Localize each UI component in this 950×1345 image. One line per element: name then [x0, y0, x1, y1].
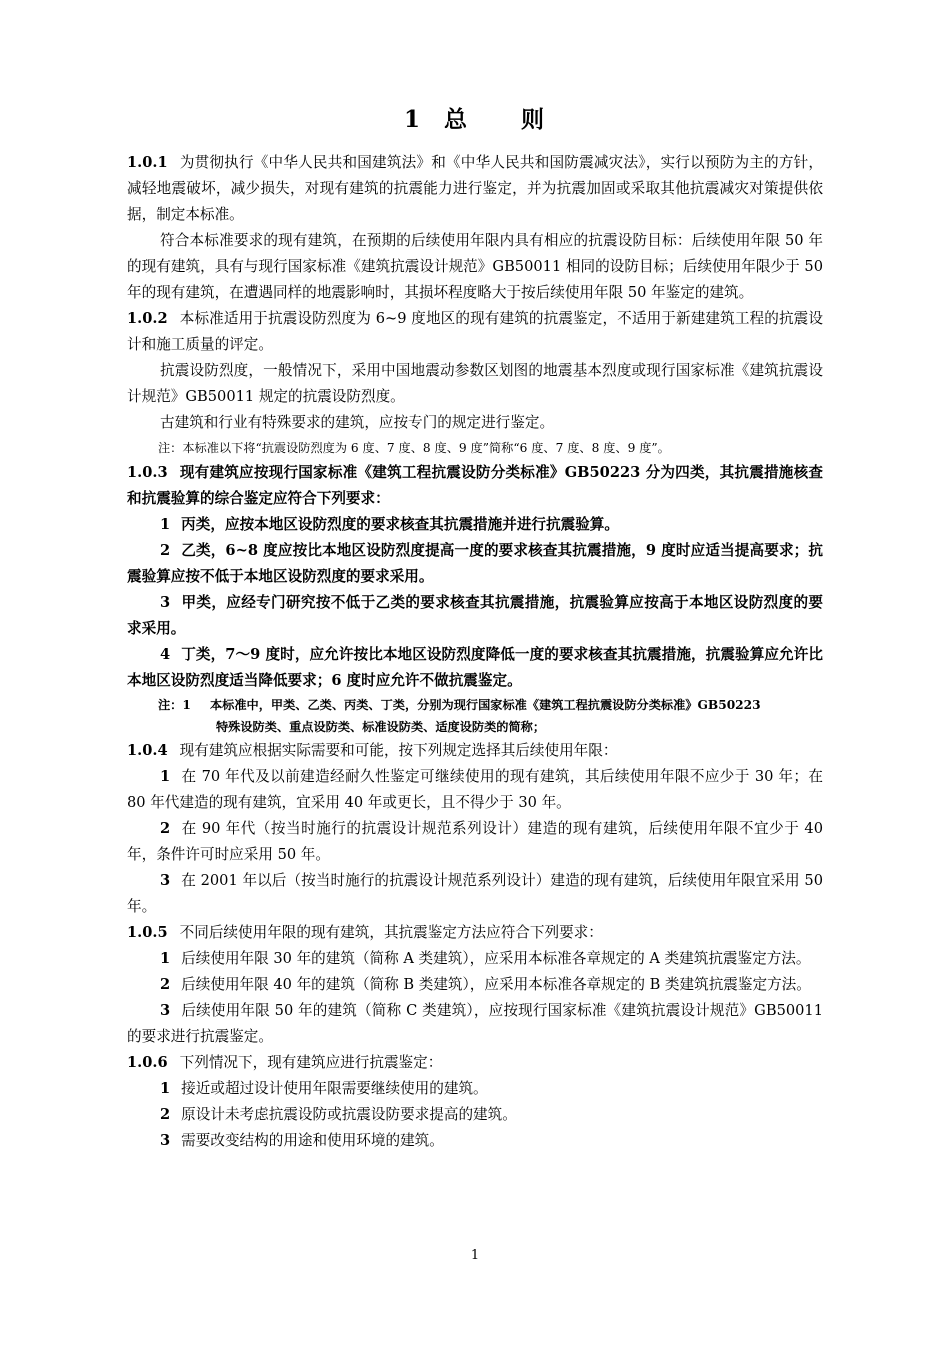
item-number: 3 [160, 1132, 171, 1149]
item-number: 4 [160, 646, 171, 663]
paragraph: 抗震设防烈度，一般情况下，采用中国地震动参数区划图的地震基本烈度或现行国家标准《建筑抗震设计规范》GB50011 规定的抗震设防烈度。 [127, 362, 823, 405]
clause-text: 为贯彻执行《中华人民共和国建筑法》和《中华人民共和国防震减灾法》，实行以预防为主的方针，减轻地震破坏，减少损失，对现有建筑的抗震能力进行鉴定，并为抗震加固或采取其他抗震减灾对策提供依据，制定本标准。 [127, 154, 823, 223]
item-number: 2 [160, 542, 171, 559]
list-item [127, 998, 823, 1050]
list-item [127, 816, 823, 868]
item-text: 丙类，应按本地区设防烈度的要求核查其抗震措施并进行抗震验算。 [181, 516, 619, 533]
clause-1-0-3 [127, 460, 823, 512]
item-number: 1 [160, 1080, 171, 1097]
item-number: 2 [160, 820, 171, 837]
item-text: 后续使用年限 50 年的建筑（简称 C 类建筑），应按现行国家标准《建筑抗震设计规范》GB50011 的要求进行抗震鉴定。 [127, 1002, 823, 1045]
item-number: 2 [160, 976, 171, 993]
paragraph: 符合本标准要求的现有建筑，在预期的后续使用年限内具有相应的抗震设防目标：后续使用年限 50 年的现有建筑，具有与现行国家标准《建筑抗震设计规范》GB50011 相同的设防目标；后续使用年限少于 50 年的现有建筑，在遭遇同样的地震影响时，其损坏程度略大于按后续使用年限 50 年鉴定的建筑。 [127, 232, 823, 301]
clause-1-0-5 [127, 920, 823, 946]
clause-text: 现有建筑应按现行国家标准《建筑工程抗震设防分类标准》GB50223 分为四类，其抗震措施核查和抗震验算的综合鉴定应符合下列要求： [127, 464, 823, 507]
chapter-title [0, 100, 950, 140]
note [127, 694, 823, 738]
clause-number: 1.0.6 [127, 1054, 168, 1071]
item-text: 在 90 年代（按当时施行的抗震设计规范系列设计）建造的现有建筑，后续使用年限不宜少于 40 年，条件许可时应采用 50 年。 [127, 820, 823, 863]
list-item [127, 1102, 823, 1128]
clause-text: 现有建筑应根据实际需要和可能，按下列规定选择其后续使用年限： [179, 742, 618, 759]
list-item [127, 1128, 823, 1154]
list-item [127, 764, 823, 816]
clause-text: 下列情况下，现有建筑应进行抗震鉴定： [179, 1054, 443, 1071]
clause-1-0-1 [127, 150, 823, 228]
item-number: 1 [160, 768, 171, 785]
item-text: 乙类，6~8 度应按比本地区设防烈度提高一度的要求核查其抗震措施，9 度时应适当提高要求；抗震验算应按不低于本地区设防烈度的要求采用。 [127, 542, 823, 585]
chapter-title-char-2: 则 [521, 106, 546, 133]
item-text: 后续使用年限 40 年的建筑（简称 B 类建筑），应采用本标准各章规定的 B 类建筑抗震鉴定方法。 [181, 976, 811, 993]
item-text: 后续使用年限 30 年的建筑（简称 A 类建筑），应采用本标准各章规定的 A 类建筑抗震鉴定方法。 [181, 950, 811, 967]
clause-text: 不同后续使用年限的现有建筑，其抗震鉴定方法应符合下列要求： [179, 924, 603, 941]
item-number: 3 [160, 872, 171, 889]
note: 注：本标准以下将“抗震设防烈度为 6 度、7 度、8 度、9 度”简称“6 度、7 度、8 度、9 度”。 [158, 441, 670, 455]
clause-number: 1.0.2 [127, 310, 168, 327]
clause-1-0-4 [127, 738, 823, 764]
clause-text: 本标准适用于抗震设防烈度为 6~9 度地区的现有建筑的抗震鉴定，不适用于新建建筑工程的抗震设计和施工质量的评定。 [127, 310, 823, 353]
list-item [127, 642, 823, 694]
item-text: 在 2001 年以后（按当时施行的抗震设计规范系列设计）建造的现有建筑，后续使用年限宜采用 50 年。 [127, 872, 823, 915]
clause-number: 1.0.4 [127, 742, 168, 759]
list-item [127, 946, 823, 972]
item-text: 甲类，应经专门研究按不低于乙类的要求核查其抗震措施，抗震验算应按高于本地区设防烈度的要求采用。 [127, 594, 823, 637]
item-number: 1 [160, 516, 171, 533]
item-number: 1 [160, 950, 171, 967]
clause-number: 1.0.3 [127, 464, 168, 481]
note-label: 注：1 [158, 698, 191, 712]
item-number: 2 [160, 1106, 171, 1123]
list-item [127, 512, 823, 538]
list-item [127, 868, 823, 920]
clause-1-0-6 [127, 1050, 823, 1076]
item-text: 接近或超过设计使用年限需要继续使用的建筑。 [181, 1080, 488, 1097]
chapter-number: 1 [403, 106, 422, 133]
item-text: 在 70 年代及以前建造经耐久性鉴定可继续使用的现有建筑，其后续使用年限不应少于 30 年；在 80 年代建造的现有建筑，宜采用 40 年或更长，且不得少于 30 年。 [127, 768, 823, 811]
item-text: 需要改变结构的用途和使用环境的建筑。 [181, 1132, 444, 1149]
chapter-title-char-1: 总 [444, 106, 469, 133]
clause-number: 1.0.1 [127, 154, 168, 171]
document-body [127, 150, 823, 1154]
list-item [127, 590, 823, 642]
item-text: 丁类，7～9 度时，应允许按比本地区设防烈度降低一度的要求核查其抗震措施，抗震验算应允许比本地区设防烈度适当降低要求；6 度时应允许不做抗震鉴定。 [127, 646, 823, 689]
clause-number: 1.0.5 [127, 924, 168, 941]
list-item [127, 538, 823, 590]
paragraph: 古建筑和行业有特殊要求的建筑，应按专门的规定进行鉴定。 [160, 414, 555, 431]
note-line: 本标准中，甲类、乙类、丙类、丁类，分别为现行国家标准《建筑工程抗震设防分类标准》GB50223 [210, 698, 761, 712]
item-number: 3 [160, 1002, 171, 1019]
item-number: 3 [160, 594, 171, 611]
page-number: 1 [470, 1248, 480, 1263]
list-item [127, 1076, 823, 1102]
item-text: 原设计未考虑抗震设防或抗震设防要求提高的建筑。 [181, 1106, 517, 1123]
clause-1-0-2 [127, 306, 823, 358]
list-item [127, 972, 823, 998]
note-line: 特殊设防类、重点设防类、标准设防类、适度设防类的简称； [216, 720, 546, 734]
